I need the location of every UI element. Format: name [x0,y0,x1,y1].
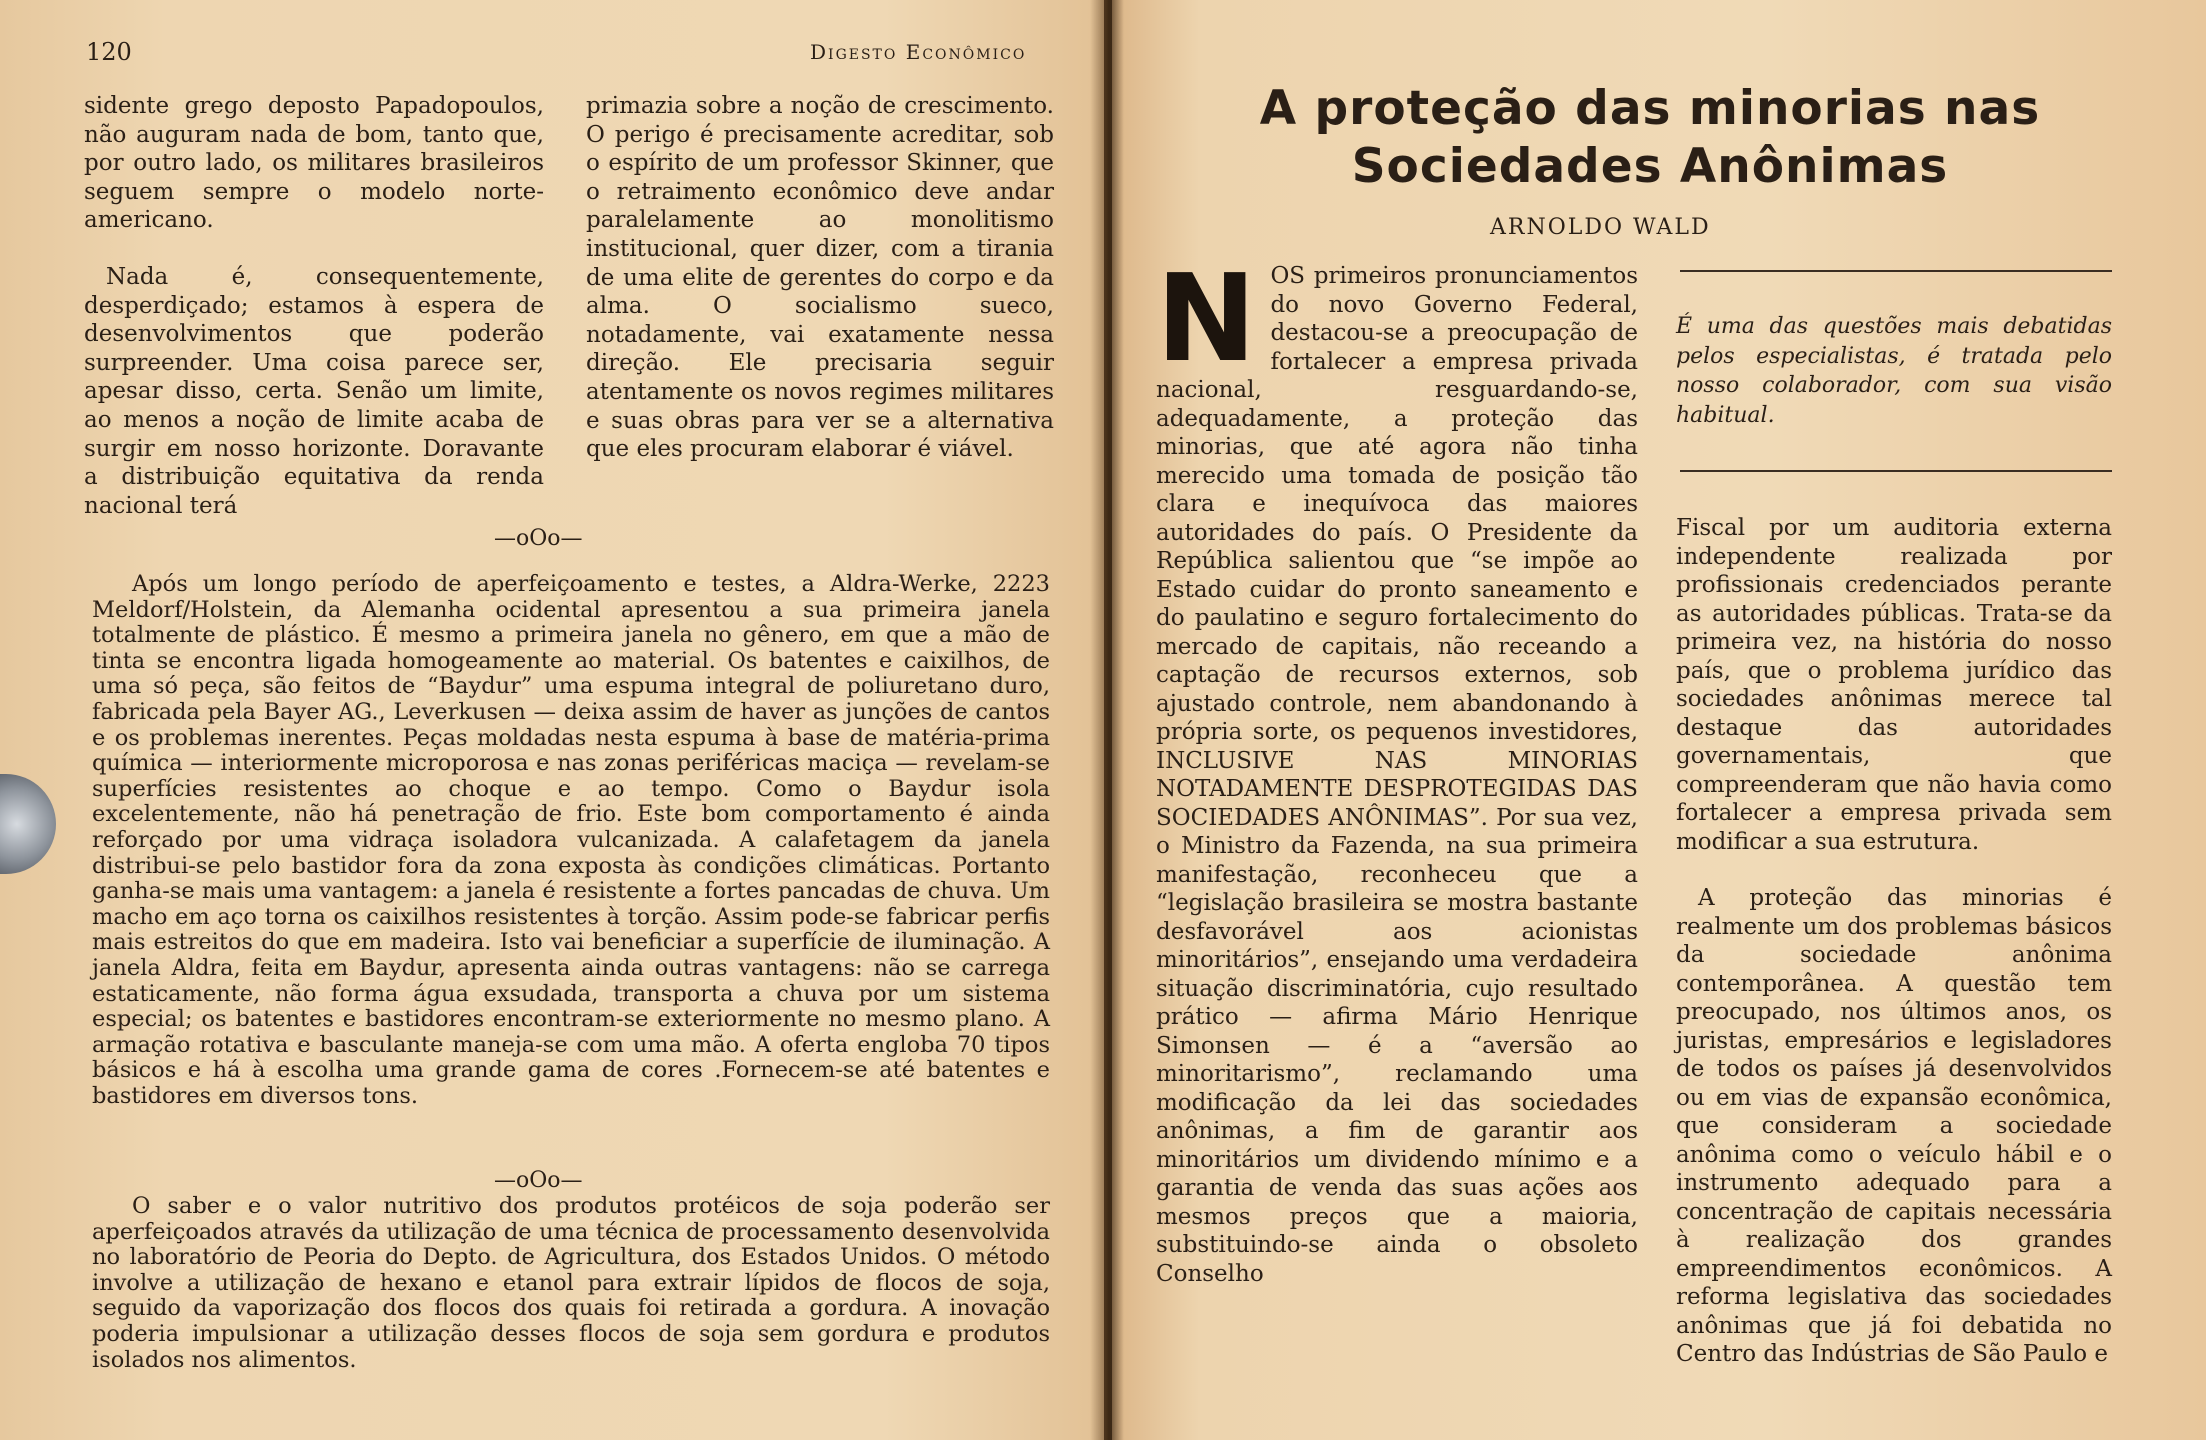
section-divider: —oOo— [494,1168,583,1193]
news-item-window [92,572,1050,1109]
drop-cap: N [1156,250,1257,389]
article-lede: É uma das questões mais debatidas pelos especialistas, é tratada pelo nosso colaborador, com sua visão habitual. [1676,314,2112,428]
article-author: ARNOLDO WALD [1490,215,1711,240]
title-line: A proteção das minorias nas [1259,81,2041,136]
paragraph: A proteção das minorias é realmente um dos problemas básicos da sociedade anônima contemporânea. A questão tem preocupado, nos últimos anos, os juristas, empresários e legisladores de todos os países já desenvolvidos ou em vias de expansão econômica, que consideram a sociedade anônima como o veículo hábil e o instrumento adequado para a concentração de capitais necessária à realização dos grandes empreendimentos econômicos. A reforma legislativa das sociedades anônimas que já foi debatida no Centro das Indústrias de São Paulo e [1676,885,2112,1367]
paragraph: Fiscal por um auditoria externa independente realizada por profissionais credenciados perante as autoridades públicas. Trata-se da primeira vez, na história do nosso país, que o problema jurídico das sociedades anônimas merece tal destaque das autoridades governamentais, que compreenderam que não havia como fortalecer a empresa privada sem modificar a sua estrutura. [1676,515,2112,855]
paper-clip-icon [0,774,56,874]
section-divider: —oOo— [494,526,583,551]
page-number: 120 [86,38,132,66]
title-line: Sociedades Anônimas [1351,139,1949,194]
running-head: Digesto Econômico [810,40,1027,64]
paragraph: primazia sobre a noção de crescimento. O perigo é precisamente acreditar, sob o espírito de um professor Skinner, que o retraimento econômico deve andar paralelamente ao monolitismo institucional, quer dizer, com a tirania de uma elite de gerentes do corpo e da alma. O socialismo sueco, notadamente, vai exatamente nessa direção. Ele precisaria seguir atentamente os novos regimes militares e suas obras para ver se a alternativa que eles procuram elaborar é viável. [586,93,1054,463]
left-column-1 [84,92,544,548]
news-item-soy [92,1194,1050,1373]
right-column-2 [1676,514,2112,1397]
right-column-1 [1156,250,1638,1288]
paragraph: sidente grego deposto Papadopoulos, não auguram nada de bom, tanto que, por outro lado, os militares brasileiros seguem sempre o modelo norte-americano. [84,93,544,234]
paragraph: Nada é, consequentemente, desperdiçado; estamos à espera de desenvolvimentos que poderão surpreender. Uma coisa parece ser, apesar disso, certa. Senão um limite, ao menos a noção de limite acaba de surgir em nosso horizonte. Doravante a distribuição equitativa da renda nacional terá [84,263,544,519]
paragraph: Após um longo período de aperfeiçoamento e testes, a Aldra-Werke, 2223 Meldorf/Holstein, da Alemanha ocidental apresentou a sua primeira janela totalmente de plástico. É mesmo a primeira janela no gênero, em que a mão de tinta se encontra ligada homogeamente ao material. Os batentes e caixilhos, de uma só peça, são feitos de “Baydur” uma espuma integral de poliuretano duro, fabricada pela Bayer AG., Leverkusen — deixa assim de haver as junções de cantos e os problemas inerentes. Peças moldadas nesta espuma à base de matéria-prima química — interiormente microporosa e nas zonas periféricas maciça — revelam-se superfícies resistentes ao choque e ao tempo. Como o Baydur isola excelentemente, não há penetração de frio. Este bom comportamento é ainda reforçado por uma vidraça isoladora vulcanizada. A calafetagem da janela distribui-se pelo bastidor fora da zona exposta às condições climáticas. Portanto ganha-se mais uma vantagem: a janela é resistente a fortes pancadas de chuva. Um macho em aço torna os caixilhos resistentes à torção. Assim pode-se fabricar perfis mais estreitos do que em madeira. Isto vai beneficiar a superfície de iluminação. A janela Aldra, feita em Baydur, apresenta ainda outras vantagens: não se carrega estaticamente, não forma água exsudada, transporta a chuva por um sistema especial; os batentes e bastidores encontram-se exteriormente no mesmo plano. A armação rotativa e basculante maneja-se com uma mão. A oferta engloba 70 tipos básicos e há à escolha uma grande gama de cores .Fornecem-se até batentes e bastidores em diversos tons. [92,571,1050,1109]
paragraph: OS primeiros pronunciamentos do novo Governo Federal, destacou-se a preocupação de fortalecer a empresa privada nacional, resguardando-se, adequadamente, a proteção das minorias, que até agora não tinha merecido uma tomada de posição tão clara e inequívoca das maiores autoridades do país. O Presidente da República salientou que “se impõe ao Estado cuidar do pronto saneamento e do paulatino e seguro fortalecimento do mercado de capitais, não receando a captação de recursos externos, sob ajustado controle, nem abandonando à própria sorte, os pequenos investidores, INCLUSIVE NAS MINORIAS NOTADAMENTE DESPROTEGIDAS DAS SOCIEDADES ANÔNIMAS”. Por sua vez, o Ministro da Fazenda, na sua primeira manifestação, reconheceu que a “legislação brasileira se mostra bastante desfavorável aos acionistas minoritários”, ensejando uma verdadeira situação discriminatória, cujo resultado prático — afirma Mário Henrique Simonsen — é a “aversão ao minoritarismo”, reclamando uma modificação da lei das sociedades anônimas, a fim de garantir aos minoritários um dividendo mínimo e a garantia de venda das suas ações aos mesmos preços que a maioria, substituindo-se ainda o obsoleto Conselho [1156,263,1638,1287]
book-gutter [1090,0,1124,1440]
paragraph: O saber e o valor nutritivo dos produtos protéicos de soja poderão ser aperfeiçoados através da utilização de uma técnica de processamento desenvolvida no laboratório de Peoria do Depto. de Agricultura, dos Estados Unidos. O método involve a utilização de hexano e etanol para extrair lípidos de flocos de soja, seguido da vaporização dos flocos dos quais foi retirada a gordura. A inovação poderia impulsionar a utilização desses flocos de soja sem gordura e produtos isolados nos alimentos. [92,1193,1050,1373]
article-title [1220,80,2080,196]
left-column-2 [586,92,1054,492]
horizontal-rule [1680,270,2112,272]
horizontal-rule [1680,470,2112,472]
